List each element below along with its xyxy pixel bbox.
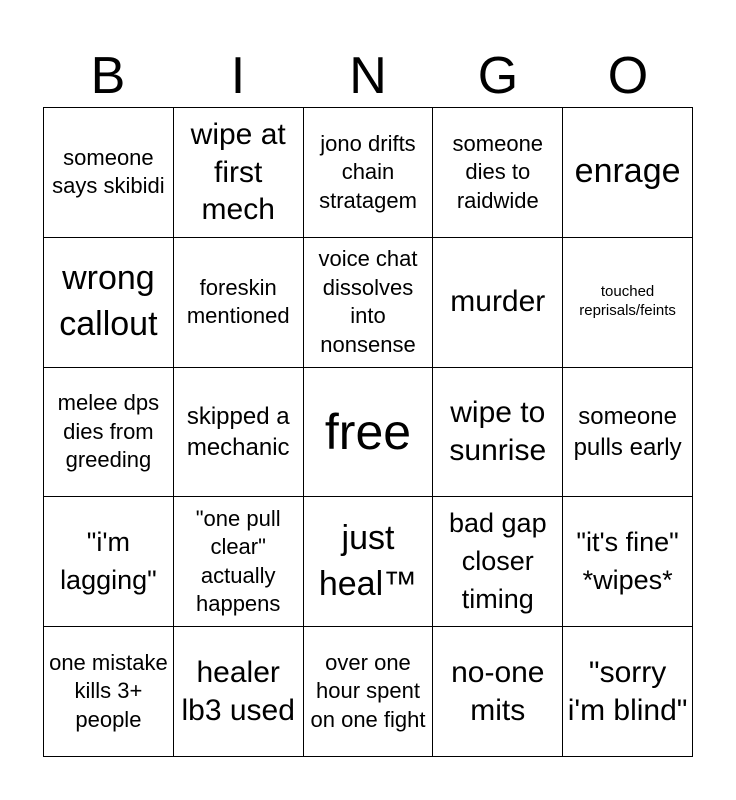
bingo-cell[interactable] <box>563 368 693 498</box>
bingo-cell[interactable] <box>433 238 563 368</box>
cell-text: foreskin mentioned <box>186 274 290 329</box>
bingo-cell[interactable] <box>563 238 693 368</box>
cell-text: no-one mits <box>451 656 545 727</box>
bingo-cell[interactable] <box>174 627 304 757</box>
cell-text: someone pulls early <box>573 402 682 461</box>
cell-text: "it's fine" *wipes* <box>576 526 679 595</box>
cell-text: "sorry i'm blind" <box>567 656 688 727</box>
bingo-cell[interactable] <box>563 497 693 627</box>
header-letter-o: O <box>607 47 649 105</box>
header-letter-i: I <box>230 47 246 105</box>
bingo-header <box>43 44 693 108</box>
bingo-cell[interactable] <box>44 368 174 498</box>
cell-text: murder <box>450 285 546 319</box>
header-letter-b: B <box>90 47 126 105</box>
cell-text: touched reprisals/feints <box>579 283 676 320</box>
bingo-cell[interactable] <box>304 497 434 627</box>
cell-text: "one pull clear" actually happens <box>195 505 281 617</box>
bingo-cell-free[interactable] <box>304 368 434 498</box>
bingo-cell[interactable] <box>563 627 693 757</box>
bingo-cell[interactable] <box>44 108 174 238</box>
bingo-cell[interactable] <box>44 497 174 627</box>
bingo-cell[interactable] <box>433 497 563 627</box>
header-letter-n: N <box>349 47 387 105</box>
cell-text: wrong callout <box>59 259 158 344</box>
cell-text: healer lb3 used <box>181 656 295 727</box>
bingo-cell[interactable] <box>304 108 434 238</box>
bingo-cell[interactable] <box>174 108 304 238</box>
bingo-cell[interactable] <box>433 108 563 238</box>
bingo-cell[interactable] <box>174 497 304 627</box>
bingo-cell[interactable] <box>174 368 304 498</box>
cell-text: free <box>324 403 412 460</box>
bingo-cell[interactable] <box>174 238 304 368</box>
cell-text: enrage <box>574 152 681 191</box>
bingo-cell[interactable] <box>304 627 434 757</box>
cell-text: someone dies to raidwide <box>452 130 544 213</box>
header-letter-g: G <box>477 47 519 105</box>
cell-text: jono drifts chain stratagem <box>319 130 417 213</box>
cell-text: bad gap closer timing <box>448 508 547 614</box>
bingo-cell[interactable] <box>563 108 693 238</box>
cell-text: voice chat dissolves into nonsense <box>318 246 418 357</box>
cell-text: wipe at first mech <box>190 118 286 227</box>
cell-text: just heal™ <box>318 518 418 603</box>
bingo-cell[interactable] <box>44 627 174 757</box>
cell-text: someone says skibidi <box>52 144 165 199</box>
bingo-cell[interactable] <box>433 368 563 498</box>
bingo-cell[interactable] <box>304 238 434 368</box>
cell-text: one mistake kills 3+ people <box>49 649 168 732</box>
bingo-cell[interactable] <box>433 627 563 757</box>
cell-text: over one hour spent on one fight <box>310 649 426 732</box>
cell-text: wipe to sunrise <box>449 396 547 467</box>
cell-text: "i'm lagging" <box>60 526 157 595</box>
cell-text: skipped a mechanic <box>186 402 290 461</box>
cell-text: melee dps dies from greeding <box>57 390 160 473</box>
bingo-grid <box>43 107 693 757</box>
bingo-cell[interactable] <box>44 238 174 368</box>
